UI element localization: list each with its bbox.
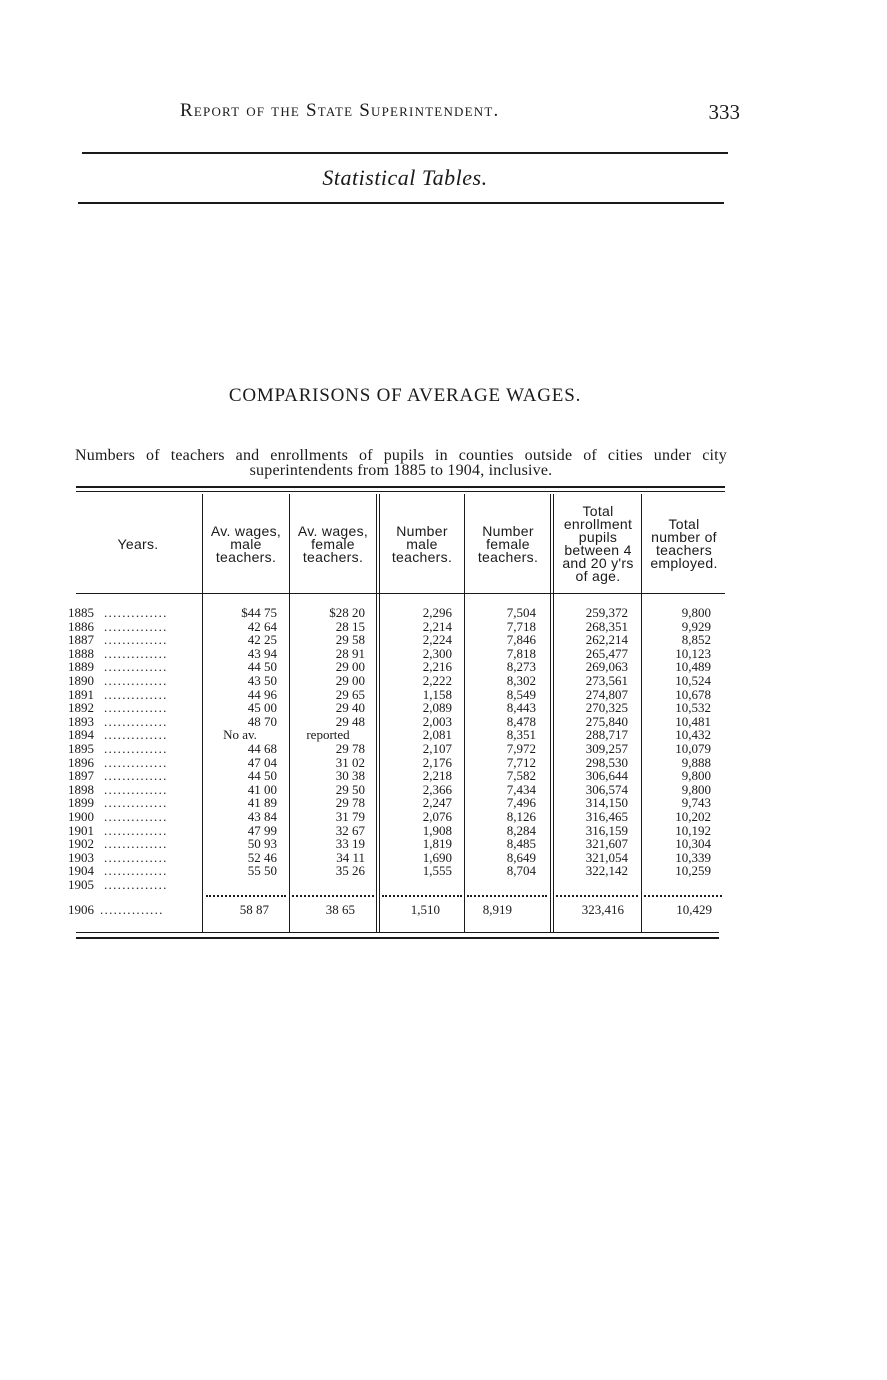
- column-header-female-teachers: Number female teachers.: [477, 522, 539, 565]
- year-label: 1901: [68, 822, 94, 838]
- year-label: 1887: [68, 632, 94, 648]
- year-label: 1899: [68, 795, 94, 811]
- table-cell-female-teachers: 7,718: [506, 618, 536, 634]
- table-cell-male-teachers: 2,089: [422, 700, 452, 716]
- year-label: 1894: [68, 727, 94, 743]
- table-cell-male-teachers: 2,214: [422, 618, 452, 634]
- table-cell-enrollment: 268,351: [585, 618, 628, 634]
- table-row-year: 1894 ..............: [68, 727, 168, 743]
- table-cell-female-wage: 29 78: [335, 795, 365, 811]
- table-cell-male-wage: 50 93: [247, 836, 277, 852]
- table-cell-enrollment: 274,807: [585, 686, 628, 702]
- table-row-year: 1889 ..............: [68, 659, 168, 675]
- year-label: 1904: [68, 863, 94, 879]
- table-bottom-rule: [76, 932, 719, 933]
- table-cell-female-teachers: 7,846: [506, 632, 536, 648]
- final-row-male-teachers: 1,510: [410, 902, 440, 917]
- table-cell-male-wage: 42 64: [247, 618, 277, 634]
- column-header-male-wages: Av. wages, male teachers.: [210, 522, 282, 565]
- table-title: COMPARISONS OF AVERAGE WAGES.: [228, 385, 582, 406]
- year-label: 1891: [68, 686, 94, 702]
- table-cell-total-teachers: 8,852: [681, 632, 711, 648]
- year-label: 1889: [68, 659, 94, 675]
- column-divider: [464, 494, 465, 932]
- table-cell-total-teachers: 10,079: [675, 740, 711, 756]
- table-cell-male-wage: 42 25: [247, 632, 277, 648]
- final-row-enrollment: 323,416: [581, 902, 624, 917]
- table-cell-male-teachers: [382, 878, 452, 892]
- table-cell-total-teachers: 9,929: [681, 618, 711, 634]
- table-cell-total-teachers: 10,678: [675, 686, 711, 702]
- table-top-rule: [76, 486, 725, 488]
- column-female-teachers: [468, 606, 536, 891]
- table-cell-female-teachers: 7,496: [506, 795, 536, 811]
- dotted-separator: [556, 895, 638, 897]
- table-cell-male-wage: [203, 878, 277, 892]
- table-row-year: 1886 ..............: [68, 618, 168, 634]
- table-cell-female-wage: 29 58: [335, 632, 365, 648]
- header-rule: [76, 593, 725, 594]
- table-cell-male-teachers: 1,690: [422, 849, 452, 865]
- table-cell-male-wage: 47 04: [247, 754, 277, 770]
- table-cell-total-teachers: 10,489: [675, 659, 711, 675]
- table-cell-male-wage: 44 50: [247, 768, 277, 784]
- table-cell-female-wage: reported: [306, 727, 350, 743]
- table-cell-total-teachers: 9,800: [681, 768, 711, 784]
- year-label: 1888: [68, 645, 94, 661]
- table-cell-female-wage: 32 67: [335, 822, 365, 838]
- table-cell-enrollment: 309,257: [585, 740, 628, 756]
- table-cell-enrollment: 270,325: [585, 700, 628, 716]
- table-cell-total-teachers: [644, 878, 711, 892]
- table-row-year: 1891 ..............: [68, 686, 168, 702]
- table-cell-enrollment: 316,465: [585, 808, 628, 824]
- year-label: 1900: [68, 808, 94, 824]
- table-cell-male-wage: $44 75: [241, 605, 277, 620]
- table-cell-enrollment: 306,644: [585, 768, 628, 784]
- table-row-year: 1895 ..............: [68, 740, 168, 756]
- column-years: [68, 606, 208, 891]
- table-cell-male-wage: 43 84: [247, 808, 277, 824]
- table-cell-female-teachers: 8,485: [506, 836, 536, 852]
- column-divider: [379, 494, 380, 932]
- table-cell-female-teachers: 8,302: [506, 672, 536, 688]
- table-cell-female-teachers: [468, 878, 536, 892]
- top-rule: [82, 152, 728, 154]
- table-row-year: 1903 ..............: [68, 849, 168, 865]
- year-label: 1893: [68, 713, 94, 729]
- table-row-year: 1887 ..............: [68, 632, 168, 648]
- table-row-year: 1901 ..............: [68, 822, 168, 838]
- table-cell-female-teachers: 8,549: [506, 686, 536, 702]
- table-cell-female-wage: 28 15: [335, 618, 365, 634]
- table-cell-female-wage: 31 79: [335, 808, 365, 824]
- table-row-year: 1900 ..............: [68, 808, 168, 824]
- table-cell-enrollment: 273,561: [585, 672, 628, 688]
- table-cell-total-teachers: 9,888: [681, 754, 711, 770]
- dotted-separator: [467, 895, 547, 897]
- table-cell-total-teachers: 9,800: [681, 605, 711, 620]
- dotted-separator: [644, 895, 722, 897]
- table-cell-female-wage: 28 91: [335, 645, 365, 661]
- table-cell-female-wage: 31 02: [335, 754, 365, 770]
- table-cell-total-teachers: 10,481: [675, 713, 711, 729]
- table-cell-male-teachers: 1,158: [422, 686, 452, 702]
- column-male-wages: [203, 606, 277, 891]
- final-row-year: 1906: [68, 902, 94, 917]
- table-cell-male-teachers: 2,081: [422, 727, 452, 743]
- table-cell-total-teachers: 10,259: [675, 863, 711, 879]
- table-cell-male-wage: 41 00: [247, 781, 277, 797]
- table-row-year: 1902 ..............: [68, 836, 168, 852]
- table-cell-female-wage: [291, 878, 365, 892]
- column-divider: [376, 494, 377, 932]
- page-number: 333: [708, 100, 740, 124]
- table-cell-female-teachers: 7,582: [506, 768, 536, 784]
- column-header-female-wages: Av. wages, female teachers.: [297, 522, 369, 565]
- table-cell-total-teachers: 10,304: [675, 836, 711, 852]
- table-cell-enrollment: 316,159: [585, 822, 628, 838]
- table-cell-male-wage: 44 50: [247, 659, 277, 675]
- table-cell-female-teachers: 8,649: [506, 849, 536, 865]
- table-cell-female-teachers: 7,504: [506, 605, 536, 620]
- table-cell-female-teachers: 8,126: [506, 808, 536, 824]
- running-head: Report of the State Superintendent.: [180, 100, 500, 121]
- table-top-rule-thin: [76, 491, 725, 492]
- table-cell-total-teachers: 10,123: [675, 645, 711, 661]
- table-row-year: 1905 ..............: [68, 876, 168, 892]
- table-cell-male-teachers: 2,300: [422, 645, 452, 661]
- table-cell-female-teachers: 8,478: [506, 713, 536, 729]
- table-cell-female-teachers: 7,434: [506, 781, 536, 797]
- column-divider: [550, 494, 551, 932]
- table-cell-enrollment: 262,214: [585, 632, 628, 648]
- column-divider: [553, 494, 554, 932]
- table-cell-female-wage: 30 38: [335, 768, 365, 784]
- table-cell-female-wage: 34 11: [336, 849, 365, 865]
- table-bottom-rule-thick: [76, 937, 719, 939]
- table-row-year: 1888 ..............: [68, 645, 168, 661]
- year-label: 1896: [68, 754, 94, 770]
- table-cell-female-wage: 29 00: [335, 659, 365, 675]
- table-cell-female-wage: 33 19: [335, 836, 365, 852]
- table-cell-enrollment: 314,150: [585, 795, 628, 811]
- table-cell-male-teachers: 2,296: [422, 605, 452, 620]
- column-header-years: Years.: [117, 535, 159, 552]
- table-cell-female-wage: 29 50: [335, 781, 365, 797]
- column-total-teachers: [644, 606, 711, 891]
- table-cell-total-teachers: 10,192: [675, 822, 711, 838]
- table-cell-male-wage: 44 96: [247, 686, 277, 702]
- table-cell-male-teachers: 1,819: [422, 836, 452, 852]
- table-cell-female-teachers: 7,818: [506, 645, 536, 661]
- table-cell-male-teachers: 2,107: [422, 740, 452, 756]
- table-cell-enrollment: 322,142: [585, 863, 628, 879]
- year-label: 1898: [68, 781, 94, 797]
- column-female-wages: [291, 606, 365, 891]
- table-cell-male-wage: 43 50: [247, 672, 277, 688]
- dotted-separator: [382, 895, 462, 897]
- table-cell-female-teachers: 8,704: [506, 863, 536, 879]
- table-cell-male-wage: 48 70: [247, 713, 277, 729]
- final-row-female-wage: 38 65: [325, 902, 355, 917]
- table-row-year: 1885 ..............: [68, 605, 168, 620]
- table-cell-female-wage: 29 48: [335, 713, 365, 729]
- table-cell-male-teachers: 1,555: [422, 863, 452, 879]
- year-label: 1902: [68, 836, 94, 852]
- column-header-total-teachers: Total number of teachers employed.: [650, 516, 718, 571]
- table-cell-male-teachers: 2,076: [422, 808, 452, 824]
- table-cell-male-teachers: 2,366: [422, 781, 452, 797]
- table-cell-enrollment: 265,477: [585, 645, 628, 661]
- year-label: 1892: [68, 700, 94, 716]
- table-cell-male-wage: 55 50: [247, 863, 277, 879]
- table-cell-male-wage: 44 68: [247, 740, 277, 756]
- dotted-separator: [292, 895, 374, 897]
- table-cell-female-wage: 35 26: [335, 863, 365, 879]
- table-cell-total-teachers: 10,524: [675, 672, 711, 688]
- table-row-year: 1892 ..............: [68, 700, 168, 716]
- table-cell-female-teachers: 8,351: [506, 727, 536, 743]
- table-row-year: 1896 ..............: [68, 754, 168, 770]
- year-label: 1885: [68, 605, 94, 620]
- year-label: 1905: [68, 876, 94, 892]
- column-divider: [641, 494, 642, 932]
- table-cell-female-teachers: 7,712: [506, 754, 536, 770]
- section-title: Statistical Tables.: [322, 165, 488, 190]
- table-cell-male-teachers: 2,216: [422, 659, 452, 675]
- final-row-female-teachers: 8,919: [482, 902, 512, 917]
- table-cell-male-teachers: 1,908: [422, 822, 452, 838]
- table-cell-total-teachers: 10,532: [675, 700, 711, 716]
- table-cell-male-wage: No av.: [223, 727, 257, 743]
- year-label: 1897: [68, 768, 94, 784]
- table-cell-enrollment: 306,574: [585, 781, 628, 797]
- table-cell-female-wage: 29 40: [335, 700, 365, 716]
- year-label: 1890: [68, 672, 94, 688]
- year-label: 1903: [68, 849, 94, 865]
- table-cell-enrollment: 321,054: [585, 849, 628, 865]
- table-cell-female-wage: 29 65: [335, 686, 365, 702]
- table-cell-female-wage: 29 00: [335, 672, 365, 688]
- table-cell-male-wage: 52 46: [247, 849, 277, 865]
- table-row-year: 1897 ..............: [68, 768, 168, 784]
- table-row-year: 1898 ..............: [68, 781, 168, 797]
- table-cell-male-teachers: 2,218: [422, 768, 452, 784]
- table-cell-female-wage: 29 78: [335, 740, 365, 756]
- table-cell-total-teachers: 9,800: [681, 781, 711, 797]
- table-cell-male-wage: 47 99: [247, 822, 277, 838]
- table-cell-male-teachers: 2,176: [422, 754, 452, 770]
- table-cell-total-teachers: 10,339: [675, 849, 711, 865]
- table-cell-male-wage: 43 94: [247, 645, 277, 661]
- table-cell-total-teachers: 10,432: [675, 727, 711, 743]
- column-divider: [289, 494, 290, 932]
- column-header-male-teachers: Number male teachers.: [391, 522, 453, 565]
- table-cell-enrollment: 321,607: [585, 836, 628, 852]
- table-cell-female-wage: $28 20: [329, 605, 365, 620]
- table-cell-total-teachers: 9,743: [681, 795, 711, 811]
- table-cell-enrollment: 269,063: [585, 659, 628, 675]
- year-label: 1886: [68, 618, 94, 634]
- table-cell-male-wage: 45 00: [247, 700, 277, 716]
- dotted-separator: [206, 895, 286, 897]
- final-row-male-wage: 58 87: [239, 902, 269, 917]
- table-cell-enrollment: 298,530: [585, 754, 628, 770]
- table-row-year: 1890 ..............: [68, 672, 168, 688]
- table-cell-enrollment: 259,372: [585, 605, 628, 620]
- column-male-teachers: [382, 606, 452, 891]
- table-cell-enrollment: 288,717: [585, 727, 628, 743]
- table-caption: Numbers of teachers and enrollments of pupils in counties outside of cities under city superintendents from 1885 to 1904, inclusive.: [75, 447, 727, 479]
- table-cell-total-teachers: 10,202: [675, 808, 711, 824]
- table-row-year: 1893 ..............: [68, 713, 168, 729]
- table-cell-female-teachers: 7,972: [506, 740, 536, 756]
- table-row-year: 1899 ..............: [68, 795, 168, 811]
- table-cell-enrollment: 275,840: [585, 713, 628, 729]
- table-cell-male-wage: 41 89: [247, 795, 277, 811]
- year-label: 1895: [68, 740, 94, 756]
- table-cell-female-teachers: 8,284: [506, 822, 536, 838]
- table-cell-male-teachers: 2,003: [422, 713, 452, 729]
- table-row-year: 1904 ..............: [68, 863, 168, 879]
- column-header-enrollment: Total enrollment pupils between 4 and 20 y'rs of age.: [562, 503, 634, 584]
- table-cell-enrollment: [556, 878, 628, 892]
- table-cell-male-teachers: 2,247: [422, 795, 452, 811]
- table-cell-male-teachers: 2,222: [422, 672, 452, 688]
- section-rule: [78, 202, 724, 204]
- table-cell-male-teachers: 2,224: [422, 632, 452, 648]
- table-cell-female-teachers: 8,443: [506, 700, 536, 716]
- column-enrollment: [556, 606, 628, 891]
- final-row-total-teachers: 10,429: [676, 902, 712, 917]
- table-cell-female-teachers: 8,273: [506, 659, 536, 675]
